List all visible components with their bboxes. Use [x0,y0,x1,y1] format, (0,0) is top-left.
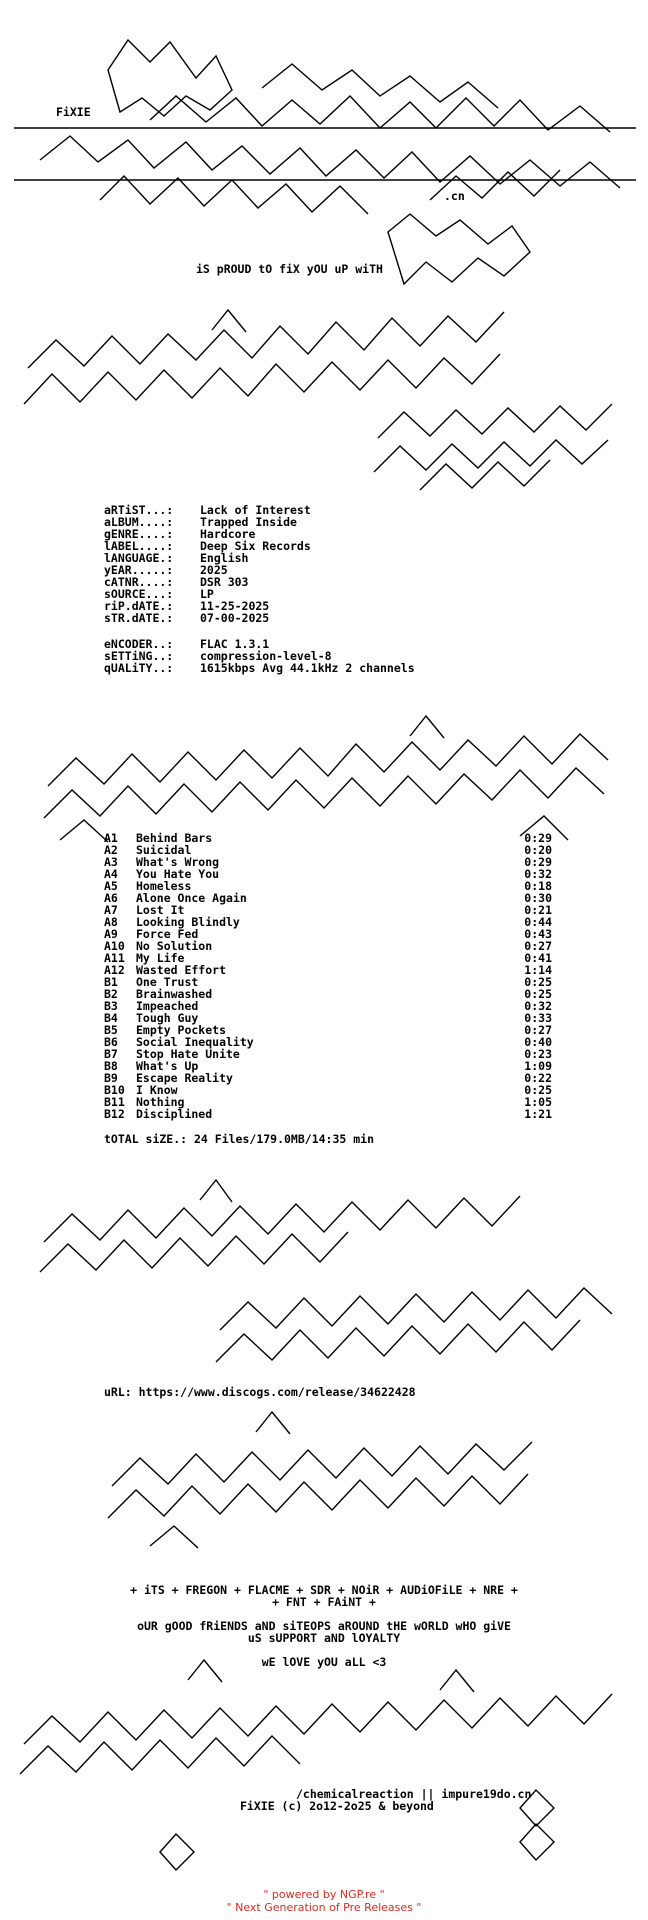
track-duration: 0:23 [524,1047,552,1061]
track-duration: 0:27 [524,939,552,953]
greetings-heading-art [108,1412,532,1548]
info-value: LP [200,587,214,601]
signature-line-2: FiXIE (c) 2o12-2o25 & beyond [240,1799,434,1813]
track-title: Force Fed [136,927,199,941]
track-position: A2 [104,843,118,857]
track-position: A6 [104,891,118,905]
track-position: B7 [104,1047,118,1061]
greetings-groups-line-2: + FNT + FAiNT + [272,1595,376,1609]
info-key: eNCODER..: [104,637,174,651]
track-title: Social Inequality [136,1035,254,1049]
track-duration: 0:20 [524,843,552,857]
track-position: B3 [104,999,118,1013]
track-duration: 1:21 [524,1107,552,1121]
info-value: 1615kbps Avg 44.1kHz 2 channels [200,661,415,675]
track-duration: 0:27 [524,1023,552,1037]
track-title: Tough Guy [136,1011,199,1025]
info-value: compression-level-8 [200,649,332,663]
tracklist [104,832,552,1120]
info-value: DSR 303 [200,575,249,589]
info-value: Deep Six Records [200,539,311,553]
track-position: B12 [104,1107,125,1121]
info-key: gENRE....: [104,527,174,541]
track-duration: 0:18 [524,879,552,893]
fixie-logo-art [14,40,636,284]
info-key: cATNR....: [104,575,174,589]
track-position: A10 [104,939,125,953]
track-title: What's Up [136,1059,199,1073]
track-duration: 1:09 [524,1059,552,1073]
track-position: B6 [104,1035,118,1049]
track-position: B4 [104,1011,118,1025]
track-title: I Know [136,1083,178,1097]
track-duration: 0:25 [524,1083,552,1097]
track-position: A3 [104,855,118,869]
track-position: B5 [104,1023,118,1037]
release-info [104,504,311,624]
info-value: Lack of Interest [200,503,311,517]
track-position: B1 [104,975,118,989]
track-title: Lost It [136,903,185,917]
track-position: A5 [104,879,118,893]
info-key: lABEL....: [104,539,174,553]
track-title: Empty Pockets [136,1023,227,1037]
track-position: B11 [104,1095,125,1109]
info-key: aRTiST...: [104,503,174,517]
track-position: A1 [104,831,118,845]
info-value: English [200,551,249,565]
track-row [104,1108,552,1120]
info-row [104,612,311,624]
info-value: FLAC 1.3.1 [200,637,270,651]
track-position: B10 [104,1083,125,1097]
track-title: Disciplined [136,1107,213,1121]
domain-tag: .cn [444,189,465,203]
info-value: Trapped Inside [200,515,297,529]
info-key: yEAR.....: [104,563,174,577]
track-duration: 0:21 [524,903,552,917]
greetings-support-line: uS sUPPORT aND lOYALTY [247,1631,401,1645]
tagline: iS pROUD tO fiX yOU uP wiTH [196,262,383,276]
track-position: B9 [104,1071,118,1085]
track-position: A4 [104,867,118,881]
info-key: lANGUAGE.: [104,551,174,565]
info-key: qUALiTY..: [104,661,174,675]
footer-powered-by: " powered by NGP.re " [263,1888,385,1901]
release-url: uRL: https://www.discogs.com/release/34622428 [104,1385,416,1399]
track-title: My Life [136,951,185,965]
track-title: Alone Once Again [136,891,247,905]
track-duration: 1:05 [524,1095,552,1109]
track-duration: 0:32 [524,867,552,881]
info-value: 07-00-2025 [200,611,270,625]
track-title: Escape Reality [136,1071,233,1085]
track-title: Suicidal [136,843,192,857]
signature-line-1: /chemicalreaction || impure19do.cn [296,1787,532,1801]
track-duration: 1:14 [524,963,552,977]
greetings-groups-line: + iTS + FREGON + FLACME + SDR + NOiR + AUDiOFiLE + NRE + [130,1583,518,1597]
track-duration: 0:22 [524,1071,552,1085]
track-title: One Trust [136,975,199,989]
track-position: A8 [104,915,118,929]
url-heading-art [40,1180,612,1362]
encode-info [104,638,415,674]
track-position: A7 [104,903,118,917]
track-duration: 0:29 [524,855,552,869]
greetings-friends-line: oUR gOOD fRiENDS aND siTEOPS aROUND tHE wORLD wHO giVE [137,1619,511,1633]
track-title: Stop Hate Unite [136,1047,240,1061]
track-duration: 0:30 [524,891,552,905]
track-title: Brainwashed [136,987,213,1001]
track-position: B2 [104,987,118,1001]
info-row [104,662,415,674]
info-key: aLBUM....: [104,515,174,529]
footer-tagline: " Next Generation of Pre Releases " [226,1901,422,1914]
info-value: Hardcore [200,527,256,541]
track-duration: 0:33 [524,1011,552,1025]
track-duration: 0:25 [524,987,552,1001]
track-position: A12 [104,963,125,977]
track-position: A11 [104,951,125,965]
tracklist-heading-art [44,716,608,845]
track-duration: 0:25 [524,975,552,989]
fixie-tag: FiXIE [56,105,91,119]
release-logo-art [24,310,612,490]
info-key: sTR.dATE.: [104,611,174,625]
info-key: sETTiNG..: [104,649,174,663]
info-key: sOURCE...: [104,587,174,601]
total-size: tOTAL siZE.: 24 Files/179.0MB/14:35 min [104,1132,375,1146]
info-value: 2025 [200,563,228,577]
track-position: B8 [104,1059,118,1073]
track-title: You Hate You [136,867,220,881]
track-title: Behind Bars [136,831,213,845]
track-title: Looking Blindly [136,915,240,929]
greetings-love-line: wE lOVE yOU aLL <3 [261,1655,387,1669]
track-title: Impeached [136,999,199,1013]
track-duration: 0:43 [524,927,552,941]
track-title: Nothing [136,1095,185,1109]
track-position: A9 [104,927,118,941]
info-key: riP.dATE.: [104,599,174,613]
track-title: No Solution [136,939,213,953]
track-duration: 0:44 [524,915,552,929]
track-title: What's Wrong [136,855,220,869]
track-duration: 0:29 [524,831,552,845]
track-title: Wasted Effort [136,963,227,977]
track-duration: 0:32 [524,999,552,1013]
track-duration: 0:41 [524,951,552,965]
track-title: Homeless [136,879,192,893]
info-value: 11-25-2025 [200,599,270,613]
track-duration: 0:40 [524,1035,552,1049]
signature-art [20,1660,612,1870]
